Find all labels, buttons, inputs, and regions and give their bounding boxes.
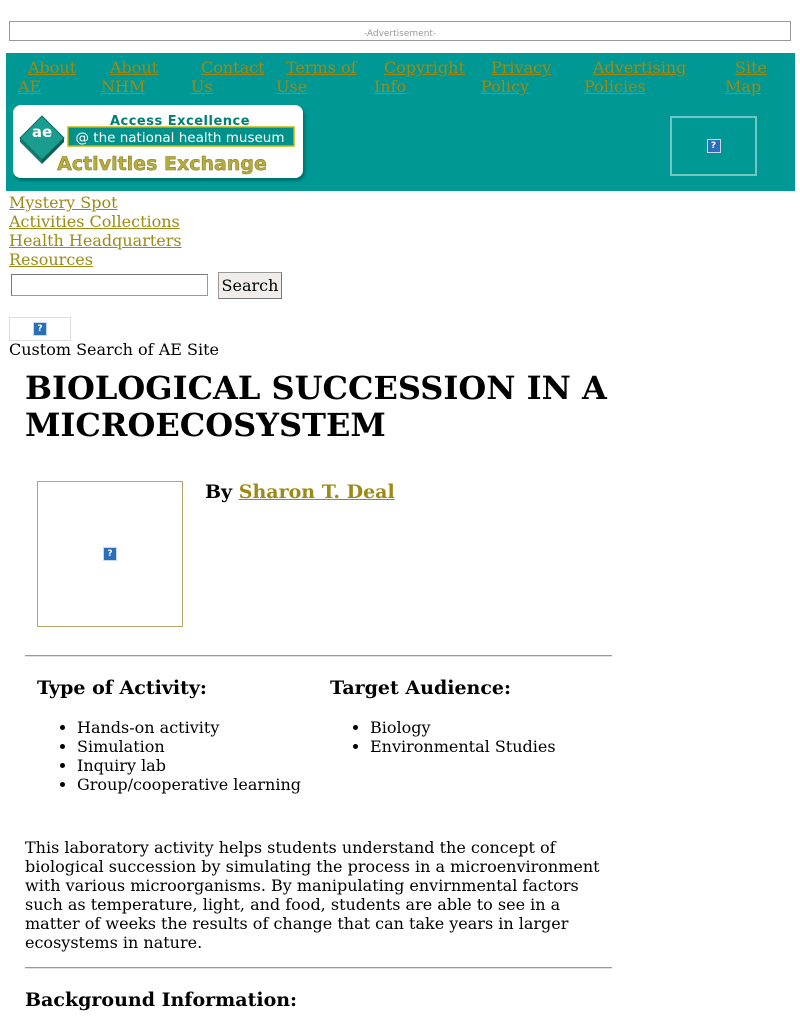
nav-activities-collections[interactable]: Activities Collections <box>9 212 180 231</box>
header-broken-image <box>670 116 757 176</box>
by-label: By <box>205 481 233 503</box>
nav-health-headquarters[interactable]: Health Headquarters <box>9 231 182 250</box>
custom-search-image <box>9 317 71 341</box>
activities-exchange-logo[interactable] <box>12 104 309 182</box>
list-item: • Group/cooperative learning <box>77 775 301 794</box>
list-item: • Hands-on activity <box>77 718 301 737</box>
nav-about-nhm[interactable]: About NHM <box>101 58 159 96</box>
logo-line-1: Access Excellence <box>109 114 251 129</box>
author-photo <box>37 481 183 627</box>
search-input[interactable] <box>11 274 208 296</box>
nav-copyright-info[interactable]: Copyright Info <box>374 58 465 96</box>
logo-line-2: @ the national health museum <box>75 130 285 146</box>
nav-mystery-spot[interactable]: Mystery Spot <box>9 193 118 212</box>
type-of-activity-list <box>37 718 301 794</box>
nav-privacy-policy[interactable]: Privacy Policy <box>481 58 552 96</box>
list-item: • Environmental Studies <box>370 737 556 756</box>
search-button[interactable]: Search <box>218 272 282 299</box>
target-audience-heading: Target Audience: <box>330 677 512 699</box>
site-header <box>6 53 795 191</box>
list-item: • Inquiry lab <box>77 756 301 775</box>
broken-image-icon: ? <box>103 547 117 561</box>
activity-summary: This laboratory activity helps students understand the concept of biological succession by simulating the process in a microenvironment with various microorganisms. By manipulating envirnmental factors such as temperature, light, and food, students are able to see in a matter of weeks the results of change that can take years in larger ecosystems in nature. <box>25 838 600 952</box>
custom-search-label: Custom Search of AE Site <box>9 340 219 359</box>
byline <box>205 480 395 504</box>
page-title: BIOLOGICAL SUCCESSION IN A MICROECOSYSTEM <box>25 369 607 444</box>
nav-advertising-policies[interactable]: Advertising Policies <box>584 58 687 96</box>
advertisement-label: -Advertisement- <box>363 29 437 39</box>
nav-about-ae[interactable]: About AE <box>18 58 77 96</box>
list-item: • Simulation <box>77 737 301 756</box>
divider <box>25 655 612 657</box>
logo-mark-a: ae <box>31 123 53 141</box>
nav-resources[interactable]: Resources <box>9 250 93 269</box>
nav-terms-of-use[interactable]: Terms of Use <box>276 58 357 96</box>
logo-line-3: Activities Exchange <box>57 153 267 175</box>
target-audience-list <box>330 718 556 756</box>
nav-site-map[interactable]: Site Map <box>725 58 767 96</box>
background-information-heading: Background Information: <box>25 989 298 1011</box>
broken-image-icon: ? <box>707 139 721 153</box>
top-nav <box>6 58 795 98</box>
advertisement-banner[interactable] <box>9 21 791 41</box>
list-item: • Biology <box>370 718 556 737</box>
type-of-activity-heading: Type of Activity: <box>37 677 207 699</box>
author-link[interactable]: Sharon T. Deal <box>238 481 395 503</box>
divider <box>25 967 612 969</box>
nav-contact-us[interactable]: Contact Us <box>191 58 265 96</box>
section-nav <box>9 193 182 269</box>
broken-image-icon: ? <box>33 322 47 336</box>
